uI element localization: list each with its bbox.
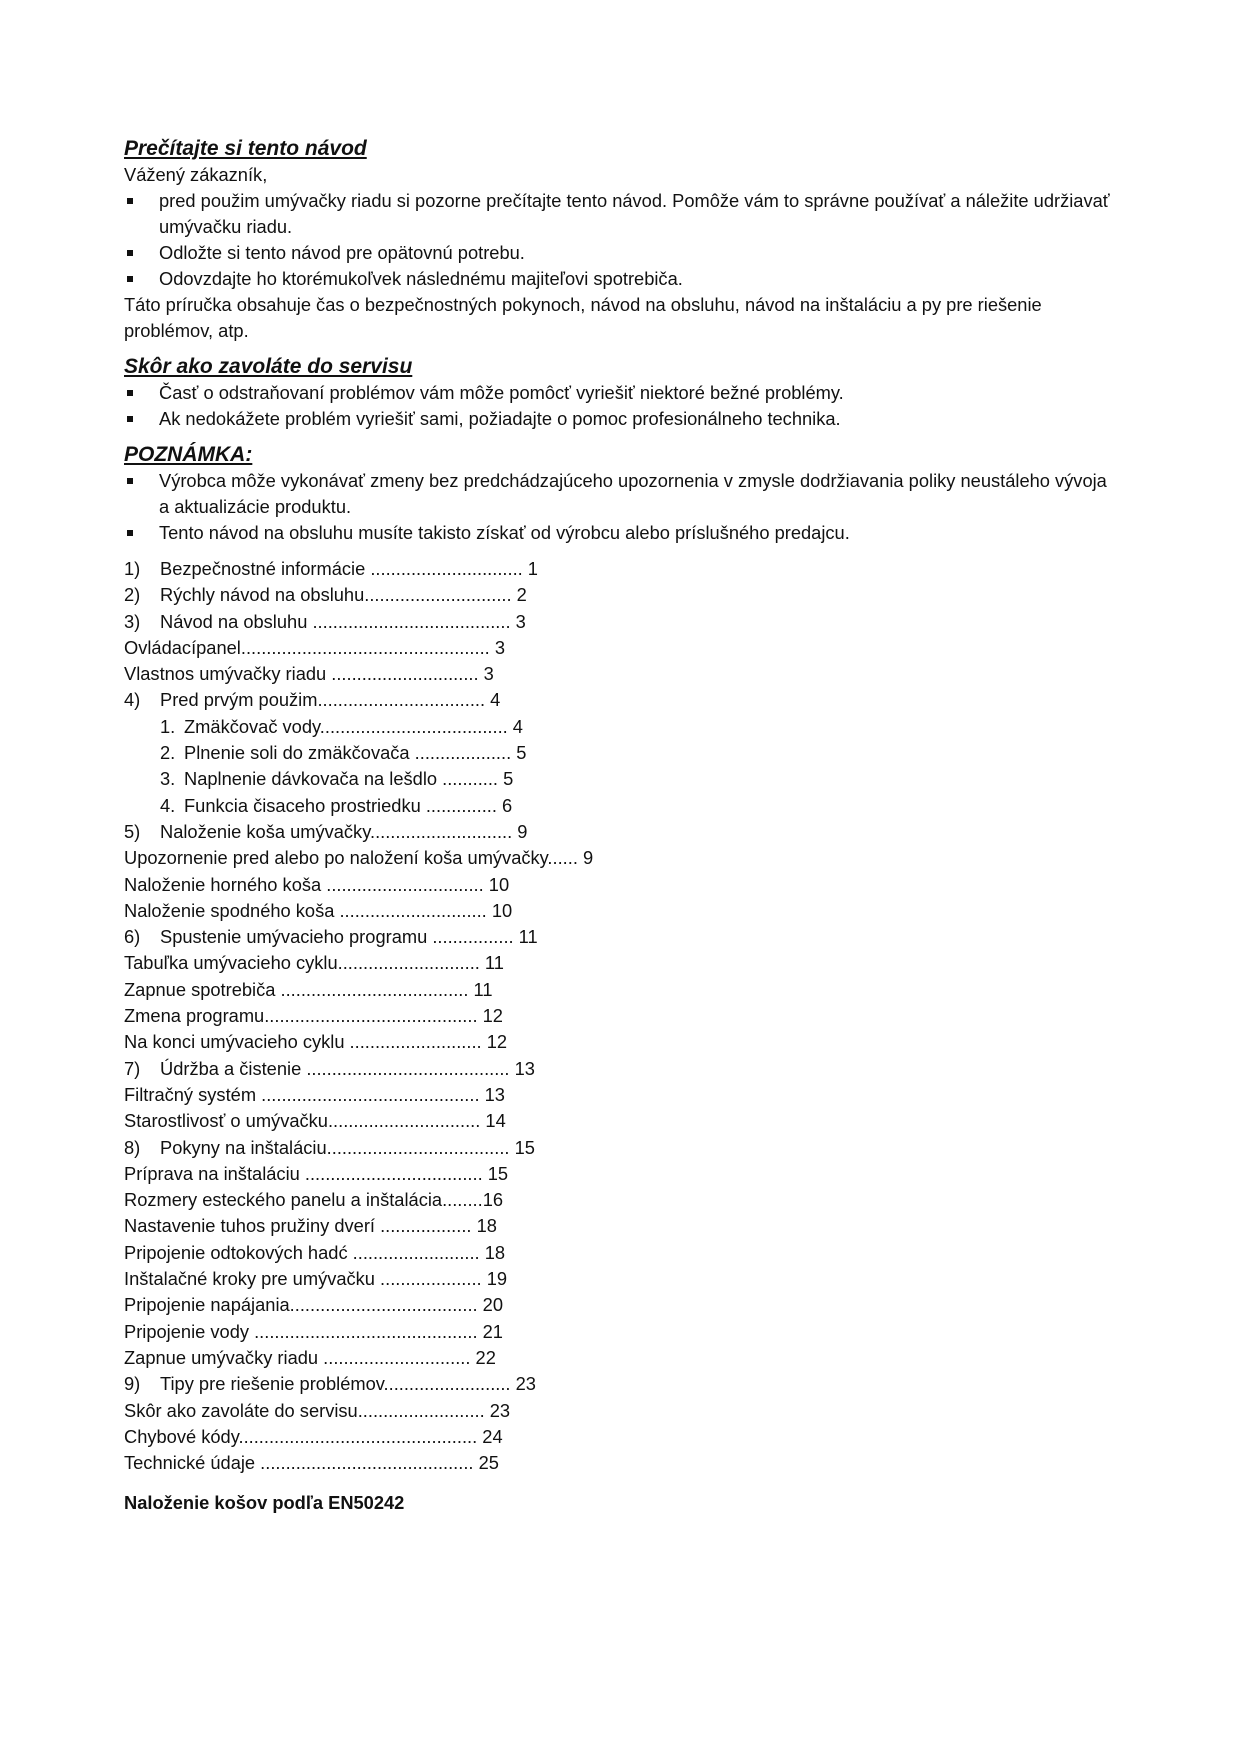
toc-entry <box>124 1003 1124 1029</box>
toc-entry-text: Plnenie soli do zmäkčovača ................... 5 <box>184 742 527 764</box>
toc-entry-text: Pripojenie vody ............................................ 21 <box>124 1320 503 1342</box>
toc-entry-text: Pred prvým použim................................. 4 <box>160 689 501 711</box>
toc-entry-text: Pripojenie napájania..................................... 20 <box>124 1294 504 1316</box>
toc-entry-text: Nastavenie tuhos pružiny dverí .................. 18 <box>124 1215 497 1237</box>
toc-entry-text: Spustenie umývacieho programu ................ 11 <box>160 926 538 948</box>
toc-entry-text: Vlastnos umývačky riadu ............................. 3 <box>124 663 494 685</box>
toc-entry <box>124 1319 1124 1345</box>
toc-entry <box>124 872 1124 898</box>
toc-entry <box>124 1266 1124 1292</box>
toc-entry <box>124 1029 1124 1055</box>
toc-entry <box>124 950 1124 976</box>
toc-entry <box>124 1056 1124 1082</box>
toc-entry-number: 1. <box>160 715 176 737</box>
bullet-item: pred použim umývačky riadu si pozorne prečítajte tento návod. Pomôže vám to správne používať a náležite udržiavať umývačku riadu. <box>124 188 1124 240</box>
toc-entry-text: Naloženie horného koša ............................... 10 <box>124 873 510 895</box>
toc-entry <box>124 1161 1124 1187</box>
toc-entry-text: Starostlivosť o umývačku.............................. 14 <box>124 1110 506 1132</box>
bullet-item: Odovzdajte ho ktorémukoľvek následnému majiteľovi spotrebiča. <box>124 266 1124 292</box>
toc-entry-number: 2. <box>160 742 176 764</box>
toc-entry-number: 3) <box>124 610 141 632</box>
toc-entry-text: Údržba a čistenie ........................................ 13 <box>160 1057 535 1079</box>
toc-entry <box>124 1450 1124 1476</box>
toc-entry-text: Pripojenie odtokových hadć ......................... 18 <box>124 1241 506 1263</box>
toc-entry <box>124 687 1124 713</box>
toc-entry-text: Ovládacípanel................................................. 3 <box>124 636 505 658</box>
toc-entry-number: 8) <box>124 1136 141 1158</box>
toc-entry-text: Technické údaje .......................................... 25 <box>124 1452 499 1474</box>
toc-entry <box>124 714 1124 740</box>
section-heading-note: POZNÁMKA: <box>124 443 253 466</box>
toc-entry <box>124 1424 1124 1450</box>
toc-entry-number: 2) <box>124 584 141 606</box>
toc-entry <box>124 635 1124 661</box>
toc-entry-text: Filtračný systém ........................................... 13 <box>124 1083 505 1105</box>
toc-entry <box>124 924 1124 950</box>
toc-entry-text: Naplnenie dávkovača na lešdlo ........... 5 <box>184 768 514 790</box>
toc-entry-text: Bezpečnostné informácie .............................. 1 <box>160 558 538 579</box>
toc-entry <box>124 582 1124 608</box>
toc-entry-text: Zmäkčovač vody..................................... 4 <box>184 715 523 737</box>
toc-entry <box>124 793 1124 819</box>
toc-entry-text: Inštalačné kroky pre umývačku .................... 19 <box>124 1268 508 1290</box>
toc-entry <box>124 1213 1124 1239</box>
toc-entry <box>124 556 1124 582</box>
toc-entry-text: Funkcia čisaceho prostriedku .............. 6 <box>184 794 513 816</box>
toc-entry-text: Rýchly návod na obsluhu............................. 2 <box>160 584 527 606</box>
intro-paragraph: Táto príručka obsahuje čas o bezpečnostných pokynoch, návod na obsluhu, návod na inštaláciu a py pre riešenie problémov, atp. <box>124 294 1042 341</box>
toc-entry <box>124 898 1124 924</box>
section-heading-read-manual: Prečítajte si tento návod <box>124 137 367 160</box>
toc-entry <box>124 766 1124 792</box>
toc-entry <box>124 1108 1124 1134</box>
table-of-contents <box>124 556 1124 1476</box>
toc-entry-number: 9) <box>124 1373 141 1395</box>
toc-entry-number: 6) <box>124 926 141 948</box>
toc-entry-text: Upozornenie pred alebo po naložení koša umývačky...... 9 <box>124 847 594 869</box>
toc-entry-number: 4. <box>160 794 176 816</box>
section-heading-before-service: Skôr ako zavoláte do servisu <box>124 355 413 378</box>
toc-entry-number: 7) <box>124 1057 141 1079</box>
toc-entry <box>124 1345 1124 1371</box>
toc-entry-text: Chybové kódy............................................... 24 <box>124 1425 503 1447</box>
toc-entry-text: Naloženie spodného koša ............................. 10 <box>124 899 513 921</box>
toc-entry <box>124 1135 1124 1161</box>
toc-entry-number: 5) <box>124 820 141 842</box>
footer-title: Naloženie košov podľa EN50242 <box>124 1492 405 1514</box>
toc-entry <box>124 740 1124 766</box>
before-service-bullets <box>124 380 1124 432</box>
toc-entry-text: Príprava na inštaláciu ................................... 15 <box>124 1162 509 1184</box>
document-content <box>124 136 1124 1516</box>
toc-entry <box>124 1082 1124 1108</box>
bullet-item: Časť o odstraňovaní problémov vám môže pomôcť vyriešiť niektoré bežné problémy. <box>124 380 1124 406</box>
toc-entry-text: Tipy pre riešenie problémov......................... 23 <box>160 1373 536 1395</box>
toc-entry <box>124 661 1124 687</box>
toc-entry <box>124 609 1124 635</box>
toc-entry <box>124 1240 1124 1266</box>
toc-entry-text: Zapnue umývačky riadu ............................. 22 <box>124 1346 496 1368</box>
toc-entry <box>124 845 1124 871</box>
toc-entry-text: Pokyny na inštaláciu.................................... 15 <box>160 1136 535 1158</box>
toc-entry-text: Návod na obsluhu ....................................... 3 <box>160 610 526 632</box>
greeting: Vážený zákazník, <box>124 164 268 185</box>
bullet-item: Výrobca môže vykonávať zmeny bez predchádzajúceho upozornenia v zmysle dodržiavania poliky neustáleho vývoja a aktualizácie produktu. <box>124 468 1119 520</box>
toc-entry <box>124 1187 1124 1213</box>
bullet-item: Ak nedokážete problém vyriešiť sami, požiadajte o pomoc profesionálneho technika. <box>124 406 1124 432</box>
toc-entry-text: Tabuľka umývacieho cyklu............................ 11 <box>124 952 504 974</box>
bullet-item: Odložte si tento návod pre opätovnú potrebu. <box>124 240 1124 266</box>
toc-entry-number: 3. <box>160 768 176 790</box>
toc-entry <box>124 1371 1124 1397</box>
toc-entry-text: Skôr ako zavoláte do servisu......................... 23 <box>124 1399 511 1421</box>
toc-entry <box>124 977 1124 1003</box>
toc-entry <box>124 1292 1124 1318</box>
toc-entry-text: Zapnue spotrebiča ..................................... 11 <box>124 978 493 1000</box>
bullet-item: Tento návod na obsluhu musíte takisto získať od výrobcu alebo príslušného predajcu. <box>124 520 1124 546</box>
toc-entry-text: Rozmery esteckého panelu a inštalácia........16 <box>124 1189 504 1211</box>
toc-entry-text: Naloženie koša umývačky............................ 9 <box>160 820 528 842</box>
toc-entry-number: 4) <box>124 689 141 711</box>
note-bullets <box>124 468 1124 546</box>
toc-entry-number: 1) <box>124 558 141 579</box>
toc-entry <box>124 819 1124 845</box>
read-manual-bullets <box>124 188 1124 292</box>
toc-entry-text: Na konci umývacieho cyklu .......................... 12 <box>124 1031 508 1053</box>
toc-entry-text: Zmena programu.......................................... 12 <box>124 1005 503 1027</box>
toc-entry <box>124 1398 1124 1424</box>
